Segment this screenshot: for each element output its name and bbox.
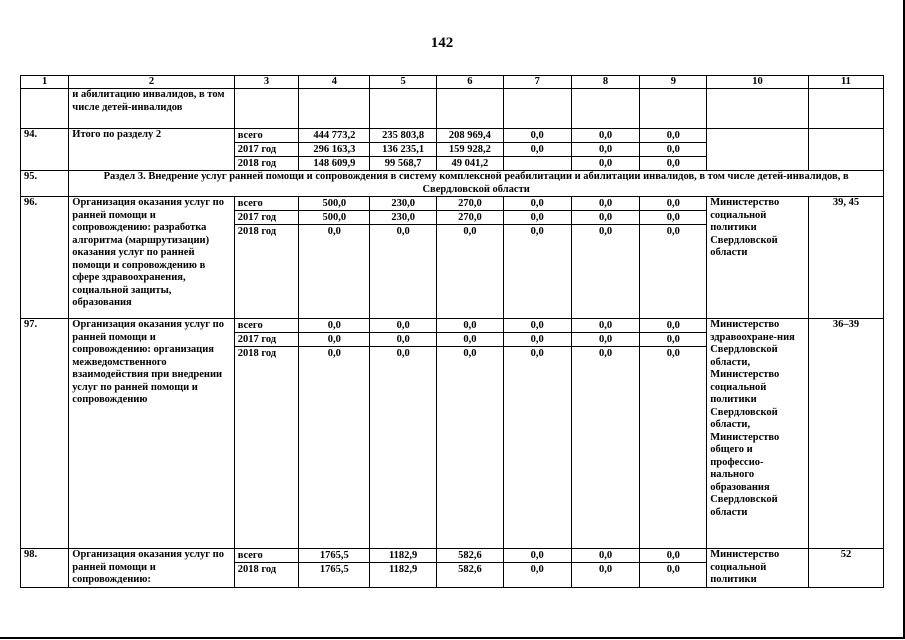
value-cell: 0,0 bbox=[572, 211, 640, 225]
value-cell: 159 928,2 bbox=[437, 143, 503, 157]
value-cell: 0,0 bbox=[640, 197, 706, 211]
value-cell: 0,0 bbox=[396, 226, 410, 237]
col-header: 5 bbox=[370, 76, 437, 89]
year-cell: 2017 год bbox=[235, 333, 299, 347]
col-header: 3 bbox=[234, 76, 299, 89]
page-number: 142 bbox=[430, 35, 454, 51]
value-cell: 270,0 bbox=[437, 197, 503, 211]
table-header-row bbox=[21, 76, 884, 89]
value-cell: 0,0 bbox=[530, 564, 544, 575]
value-cell: 0,0 bbox=[327, 226, 341, 237]
value-cell: 444 773,2 bbox=[299, 129, 369, 143]
year-cell: 2017 год bbox=[235, 143, 299, 157]
value-cell: 230,0 bbox=[370, 197, 436, 211]
row-number: 96. bbox=[21, 197, 69, 319]
target-cell: 36–39 bbox=[808, 319, 883, 549]
col-header: 1 bbox=[21, 76, 69, 89]
value-cell bbox=[504, 157, 571, 170]
value-cell: 0,0 bbox=[504, 549, 571, 563]
col-header: 2 bbox=[69, 76, 234, 89]
executor-cell: Министерство здравоохране-ния Свердловской области, Министерство социальной политики Свердловской области, Министерство общего и профессио-нального образования Свердловской области bbox=[707, 319, 809, 549]
value-cell: 99 568,7 bbox=[384, 158, 422, 169]
year-cell: 2018 год bbox=[237, 564, 277, 575]
value-cell: 296 163,3 bbox=[299, 143, 369, 157]
row-number: 94. bbox=[21, 129, 69, 171]
year-cell: всего bbox=[235, 549, 299, 563]
year-cell: всего bbox=[235, 319, 299, 333]
target-cell: 39, 45 bbox=[808, 197, 883, 319]
value-cell: 0,0 bbox=[504, 129, 571, 143]
col-header: 10 bbox=[707, 76, 809, 89]
value-cell: 49 041,2 bbox=[451, 158, 489, 169]
value-cell: 0,0 bbox=[530, 348, 544, 359]
value-cell: 136 235,1 bbox=[370, 143, 436, 157]
col-header: 4 bbox=[299, 76, 370, 89]
value-cell: 0,0 bbox=[572, 197, 640, 211]
value-cell: 0,0 bbox=[504, 143, 571, 157]
value-cell: 0,0 bbox=[640, 129, 706, 143]
row-name: Итого по разделу 2 bbox=[69, 129, 234, 171]
value-cell: 0,0 bbox=[437, 319, 503, 333]
value-cell: 500,0 bbox=[299, 211, 369, 225]
value-cell: 0,0 bbox=[463, 348, 477, 359]
table-row bbox=[21, 129, 884, 171]
value-cell: 0,0 bbox=[572, 143, 640, 157]
value-cell: 0,0 bbox=[598, 348, 613, 359]
year-cell: 2017 год bbox=[235, 211, 299, 225]
value-cell: 0,0 bbox=[598, 226, 613, 237]
target-cell: 52 bbox=[808, 549, 883, 588]
col-header: 7 bbox=[503, 76, 571, 89]
row-number: 97. bbox=[21, 319, 69, 549]
value-cell: 0,0 bbox=[299, 319, 369, 333]
year-cell: 2018 год bbox=[237, 158, 277, 169]
row-name: Организация оказания услуг по ранней помощи и сопровождению: разработка алгоритма (маршрутизации) оказания услуг по ранней помощи и сопровождению в сфере здравоохранения, социальной защиты, образования bbox=[69, 197, 234, 319]
value-cell: 1182,9 bbox=[389, 564, 418, 575]
value-cell: 0,0 bbox=[504, 319, 571, 333]
value-cell: 0,0 bbox=[396, 348, 410, 359]
value-cell: 208 969,4 bbox=[437, 129, 503, 143]
value-cell: 0,0 bbox=[299, 333, 369, 347]
row-number: 95. bbox=[21, 171, 69, 197]
value-cell: 235 803,8 bbox=[370, 129, 436, 143]
section-title: Раздел 3. Внедрение услуг ранней помощи и сопровождения в систему комплексной реабилитации и абилитации инвалидов, в том числе детей-инвалидов, в Свердловской области bbox=[69, 171, 884, 197]
table-row bbox=[21, 89, 884, 129]
value-cell: 270,0 bbox=[437, 211, 503, 225]
value-cell: 0,0 bbox=[666, 158, 680, 169]
value-cell: 582,6 bbox=[437, 549, 503, 563]
value-cell: 0,0 bbox=[572, 319, 640, 333]
value-cell: 0,0 bbox=[572, 129, 640, 143]
value-cell: 0,0 bbox=[504, 211, 571, 225]
col-header: 6 bbox=[437, 76, 504, 89]
row-name: и абилитацию инвалидов, в том числе детей-инвалидов bbox=[69, 89, 234, 129]
value-cell: 500,0 bbox=[299, 197, 369, 211]
value-cell: 0,0 bbox=[504, 333, 571, 347]
value-cell: 1765,5 bbox=[299, 549, 369, 563]
value-cell: 0,0 bbox=[572, 333, 640, 347]
value-cell: 0,0 bbox=[572, 549, 640, 563]
value-cell: 582,6 bbox=[458, 564, 482, 575]
value-cell: 0,0 bbox=[666, 348, 680, 359]
row-number: 98. bbox=[21, 549, 69, 588]
table-row bbox=[21, 549, 884, 588]
value-cell: 148 609,9 bbox=[313, 158, 356, 169]
year-cell: 2018 год bbox=[237, 348, 277, 359]
value-cell: 0,0 bbox=[370, 319, 436, 333]
value-cell: 230,0 bbox=[370, 211, 436, 225]
value-cell: 0,0 bbox=[530, 226, 544, 237]
section-row bbox=[21, 171, 884, 197]
value-cell: 0,0 bbox=[640, 333, 706, 347]
executor-cell: Министерство социальной политики Свердловской области bbox=[707, 197, 809, 319]
value-cell: 0,0 bbox=[598, 158, 613, 169]
table-row bbox=[21, 319, 884, 549]
executor-cell: Министерство социальной политики bbox=[707, 549, 809, 588]
value-cell: 0,0 bbox=[598, 564, 613, 575]
value-cell: 0,0 bbox=[504, 197, 571, 211]
value-cell: 0,0 bbox=[640, 319, 706, 333]
value-cell: 0,0 bbox=[640, 143, 706, 157]
year-cell: 2018 год bbox=[237, 226, 277, 237]
col-header: 9 bbox=[640, 76, 707, 89]
value-cell: 0,0 bbox=[370, 333, 436, 347]
value-cell: 1765,5 bbox=[319, 564, 349, 575]
table-row bbox=[21, 197, 884, 319]
year-cell: всего bbox=[235, 129, 299, 143]
value-cell: 0,0 bbox=[666, 564, 680, 575]
row-name: Организация оказания услуг по ранней помощи и сопровождению: bbox=[69, 549, 234, 588]
value-cell: 0,0 bbox=[640, 211, 706, 225]
year-cell: всего bbox=[235, 197, 299, 211]
program-table bbox=[20, 75, 884, 588]
value-cell: 1182,9 bbox=[370, 549, 436, 563]
value-cell: 0,0 bbox=[640, 549, 706, 563]
col-header: 8 bbox=[571, 76, 640, 89]
value-cell: 0,0 bbox=[666, 226, 680, 237]
value-cell: 0,0 bbox=[437, 333, 503, 347]
col-header: 11 bbox=[808, 76, 883, 89]
row-name: Организация оказания услуг по ранней помощи и сопровождению: организация межведомственного взаимодействия при внедрении услуг по ранней помощи и сопровождению bbox=[69, 319, 234, 549]
value-cell: 0,0 bbox=[327, 348, 341, 359]
value-cell: 0,0 bbox=[463, 226, 477, 237]
